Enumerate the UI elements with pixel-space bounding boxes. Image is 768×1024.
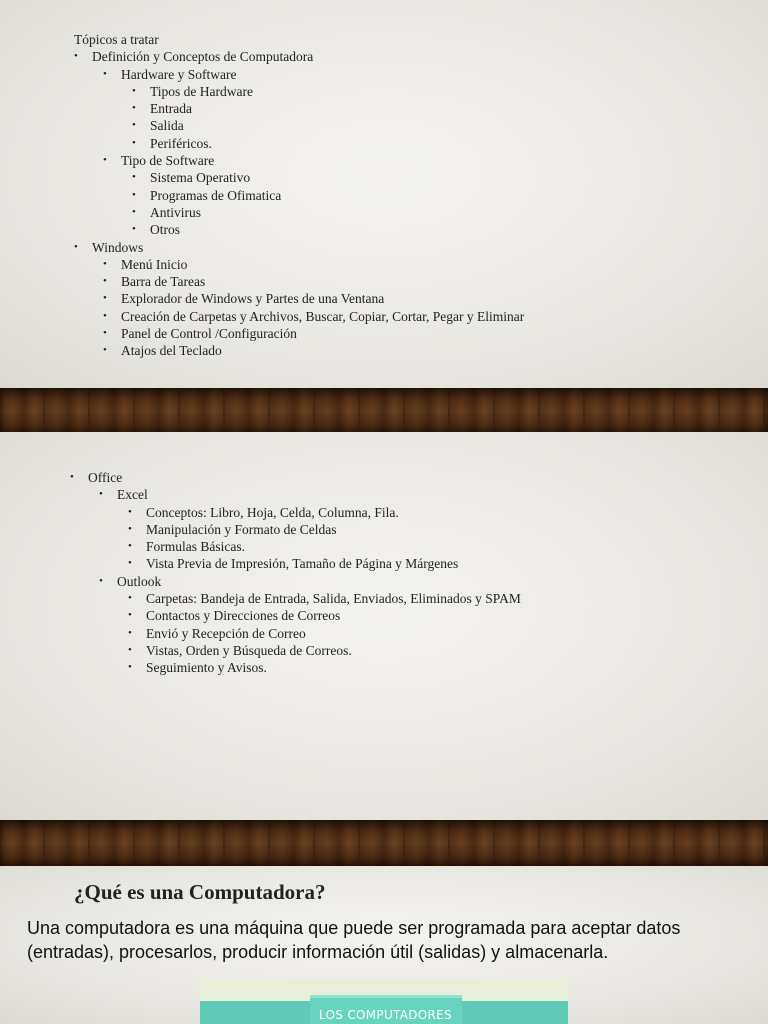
wood-floor-divider [0,820,768,866]
bullet-icon: • [128,522,132,535]
bullet-icon: • [132,171,136,184]
bullet-icon: • [128,592,132,605]
bullet-icon: • [103,327,107,340]
bullet-icon: • [132,188,136,201]
outline-item-text: Barra de Tareas [121,274,206,290]
outline-item [70,521,521,538]
outline-item-text: Contactos y Direcciones de Correos [146,608,341,624]
bullet-icon: • [128,609,132,622]
outline-item [74,273,524,290]
outline-item [74,135,524,152]
outline-item [74,308,524,325]
outline-item [74,239,524,256]
bullet-icon: • [70,471,74,483]
outline-item [74,117,524,134]
outline-item [70,573,521,590]
outline-item-text: Office [88,470,123,485]
bullet-icon: • [128,661,132,674]
outline-item [74,169,524,186]
outline-item-text: Entrada [150,101,192,117]
outline-item [70,469,521,486]
outline-item [74,187,524,204]
computers-banner-image [200,979,568,1024]
outline-item [70,625,521,642]
outline-item [74,221,524,238]
outline-item-text: Programas de Ofimatica [150,187,282,203]
outline-item-text: Windows [92,239,144,255]
bullet-icon: • [103,275,107,288]
outline-item [70,642,521,659]
outline-item-text: Menú Inicio [121,256,188,272]
outline-item-text: Excel [117,487,148,503]
slide-3 [0,866,768,1024]
bullet-icon: • [132,119,136,132]
outline-item [70,486,521,503]
outline-item [74,325,524,342]
outline-item [74,290,524,307]
outline-item [74,48,524,65]
outline-item [70,659,521,676]
outline-item-text: Tipo de Software [121,153,215,169]
outline-item [70,504,521,521]
definition-paragraph: Una computadora es una máquina que puede ser programada para aceptar datos (entradas), procesarlos, producir información útil (salidas) y almacenarla. [27,918,681,962]
outline-item [70,607,521,624]
outline-item-text: Envió y Recepción de Correo [146,625,306,641]
outline-item-text: Seguimiento y Avisos. [146,660,267,676]
bullet-icon: • [103,344,107,357]
bullet-icon: • [132,136,136,149]
bullet-icon: • [99,574,103,587]
bullet-icon: • [132,102,136,115]
outline-item-text: Otros [150,222,180,238]
outline-item-text: Definición y Conceptos de Computadora [92,49,314,65]
bullet-icon: • [128,626,132,639]
outline-item [74,83,524,100]
outline-item [74,100,524,117]
banner-label: LOS COMPUTADORES [319,1008,452,1022]
bullet-icon: • [103,257,107,270]
outline-item-text: Atajos del Teclado [121,343,222,359]
outline-item-text: Vistas, Orden y Búsqueda de Correos. [146,642,352,658]
slide-title: ¿Qué es una Computadora? [74,880,326,904]
outline-heading [74,31,524,48]
topics-outline [74,31,524,360]
bullet-icon: • [132,84,136,97]
outline-item-text: Tipos de Hardware [150,83,253,99]
outline-item-text: Tópicos a tratar [74,32,159,47]
bullet-icon: • [128,540,132,553]
bullet-icon: • [103,67,107,80]
outline-item-text: Antivirus [150,204,202,220]
outline-item-text: Formulas Básicas. [146,539,245,555]
wood-floor-divider [0,388,768,434]
bullet-icon: • [74,50,78,63]
outline-item-text: Sistema Operativo [150,170,251,186]
bullet-icon: • [103,292,107,305]
outline-item-text: Periféricos. [150,135,212,151]
slide-1 [0,0,768,388]
outline-item [74,342,524,359]
outline-item-text: Explorador de Windows y Partes de una Ventana [121,291,385,307]
bullet-icon: • [103,309,107,322]
outline-item-text: Conceptos: Libro, Hoja, Celda, Columna, Fila. [146,504,399,520]
bullet-icon: • [99,488,103,501]
outline-item-text: Panel de Control /Configuración [121,326,297,342]
outline-item [70,590,521,607]
outline-item-text: Carpetas: Bandeja de Entrada, Salida, Enviados, Eliminados y SPAM [146,591,521,607]
outline-item [74,204,524,221]
outline-item [74,66,524,83]
outline-item [74,152,524,169]
outline-item-text: Manipulación y Formato de Celdas [146,521,337,537]
outline-item [70,538,521,555]
outline-item-text: Salida [150,118,184,134]
bullet-icon: • [74,240,78,253]
bullet-icon: • [103,154,107,167]
office-outline [70,469,521,677]
outline-item [70,555,521,572]
outline-item-text: Vista Previa de Impresión, Tamaño de Página y Márgenes [146,556,459,572]
outline-item [74,256,524,273]
bullet-icon: • [132,223,136,236]
outline-item-text: Creación de Carpetas y Archivos, Buscar, Copiar, Cortar, Pegar y Eliminar [121,308,525,324]
outline-item-text: Outlook [117,573,162,589]
bullet-icon: • [132,205,136,218]
bullet-icon: • [128,643,132,656]
bullet-icon: • [128,505,132,518]
bullet-icon: • [128,557,132,570]
outline-item-text: Hardware y Software [121,66,237,82]
